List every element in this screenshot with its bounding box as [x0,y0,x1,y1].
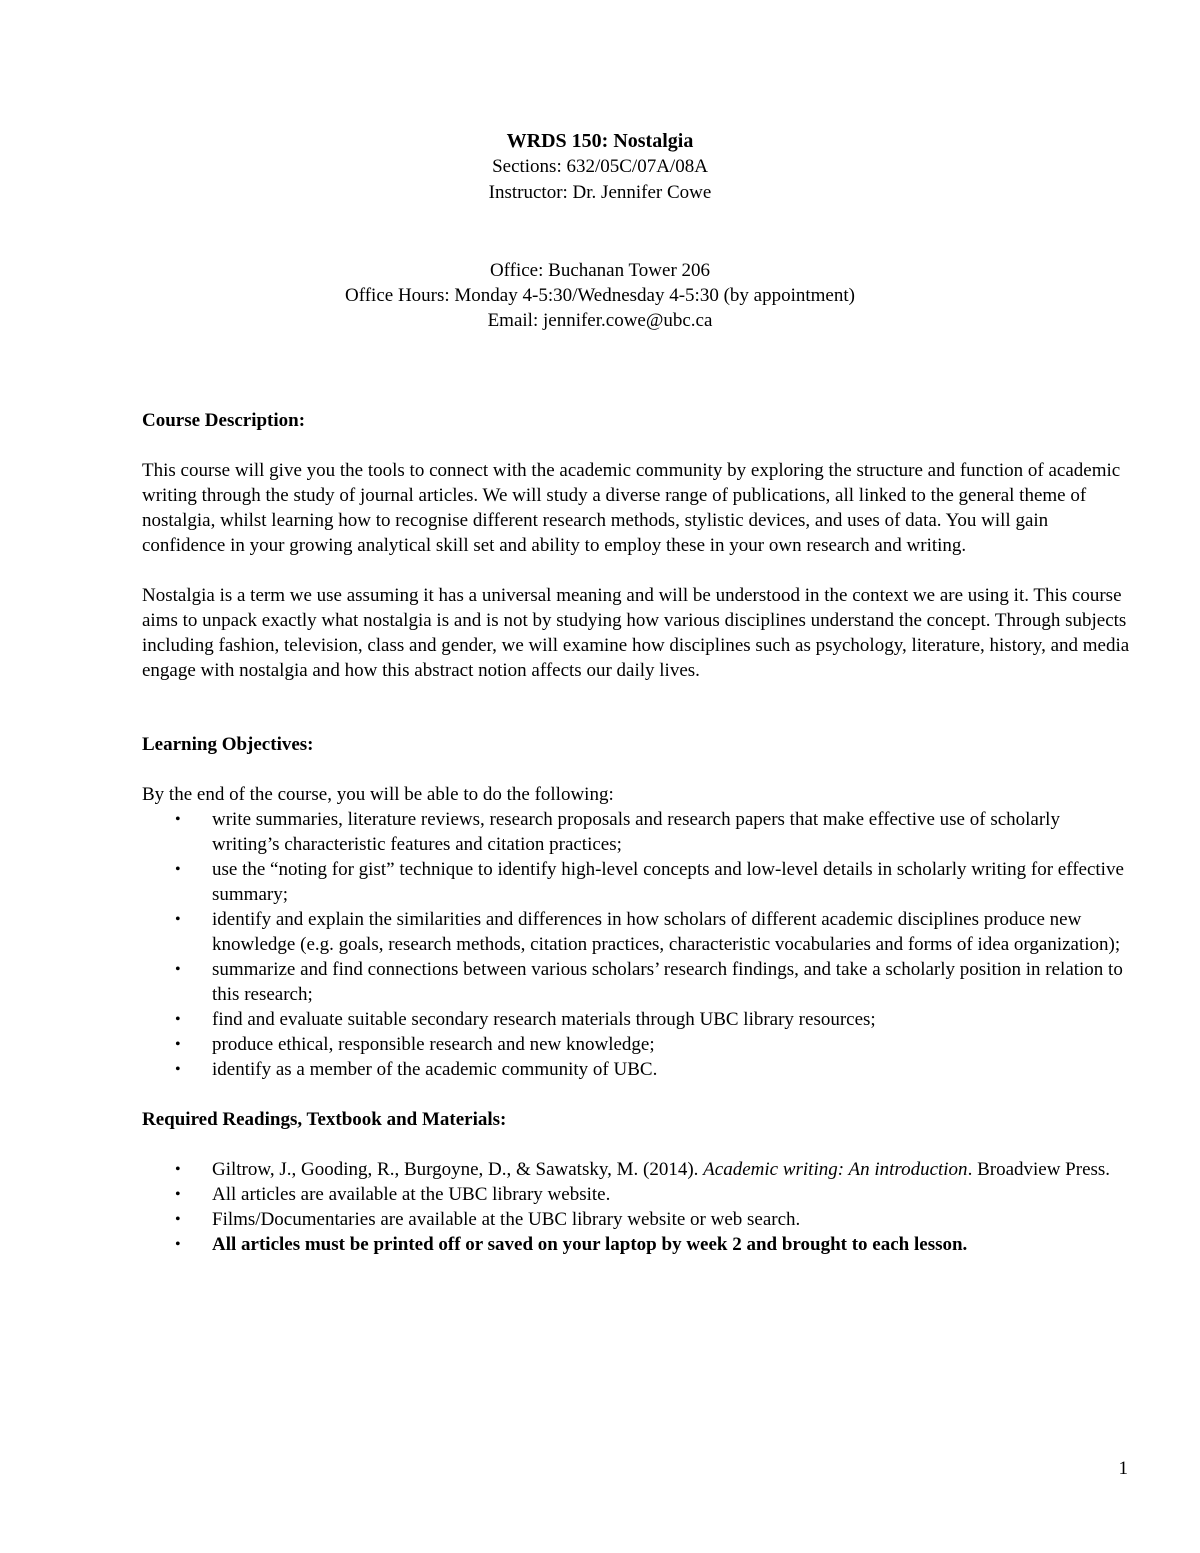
textbook-title: Academic writing: An introduction [703,1159,968,1180]
course-description-paragraph-1: This course will give you the tools to connect with the academic community by exploring the structure and function of academic writing through the study of journal articles. We will study a diverse range of publications, all linked to the general theme of nostalgia, whilst learning how to recognise different research methods, stylistic devices, and uses of data. You will gain confidence in your growing analytical skill set and ability to employ these in your own research and writing. [142,460,1121,556]
list-item: • write summaries, literature reviews, research proposals and research papers that make effective use of scholarly writing’s characteristic features and citation practices; [175,809,1060,855]
list-item: • All articles are available at the UBC library website. [175,1184,611,1205]
list-item: • identify and explain the similarities and differences in how scholars of different academic disciplines produce new knowledge (e.g. goals, research methods, citation practices, characteristic vocabularies and forms of idea organization); [175,909,1121,955]
list-item: • find and evaluate suitable secondary research materials through UBC library resources; [175,1009,876,1030]
document-body [142,408,1132,1257]
office-hours: Office Hours: Monday 4-5:30/Wednesday 4-5:30 (by appointment) [345,285,855,306]
document-header [0,128,1200,206]
learning-objectives-heading: Learning Objectives: [142,734,314,755]
bullet-icon: • [175,1236,181,1253]
course-title: WRDS 150: Nostalgia [506,130,694,152]
bullet-icon: • [175,1061,181,1078]
list-item: • All articles must be printed off or saved on your laptop by week 2 and brought to each lesson. [175,1234,968,1255]
bullet-icon: • [175,1211,181,1228]
course-description-heading: Course Description: [142,410,306,431]
bullet-icon: • [175,911,181,928]
contact-info [0,258,1200,333]
course-description-paragraph-2: Nostalgia is a term we use assuming it has a universal meaning and will be understood in the context we are using it. This course aims to unpack exactly what nostalgia is and is not by studying how various disciplines understand the concept. Through subjects including fashion, television, class and gender, we will examine how disciplines such as psychology, literature, history, and media engage with nostalgia and how this abstract notion affects our daily lives. [142,585,1130,681]
office-location: Office: Buchanan Tower 206 [489,260,711,281]
list-item: • Giltrow, J., Gooding, R., Burgoyne, D., & Sawatsky, M. (2014). Academic writing: An introduction. Broadview Press. [175,1159,1111,1180]
course-sections: Sections: 632/05C/07A/08A [492,156,708,177]
list-item: • summarize and find connections between various scholars’ research findings, and take a scholarly position in relation to this research; [175,959,1123,1005]
list-item: • Films/Documentaries are available at the UBC library website or web search. [175,1209,801,1230]
course-instructor: Instructor: Dr. Jennifer Cowe [488,182,712,203]
bullet-icon: • [175,961,181,978]
learning-objectives-intro: By the end of the course, you will be able to do the following: [142,784,614,805]
instructor-email: Email: jennifer.cowe@ubc.ca [487,310,713,331]
bullet-icon: • [175,1186,181,1203]
list-item: • produce ethical, responsible research and new knowledge; [175,1034,655,1055]
page-number: 1 [1118,1458,1128,1479]
bullet-icon: • [175,1161,181,1178]
list-item: • identify as a member of the academic community of UBC. [175,1059,658,1080]
bullet-icon: • [175,1036,181,1053]
list-item: • use the “noting for gist” technique to identify high-level concepts and low-level details in scholarly writing for effective summary; [175,859,1124,905]
bullet-icon: • [175,811,181,828]
learning-objectives-list [142,807,1132,1082]
readings-list [142,1157,1132,1257]
readings-heading: Required Readings, Textbook and Materials: [142,1109,507,1130]
bullet-icon: • [175,861,181,878]
bullet-icon: • [175,1011,181,1028]
